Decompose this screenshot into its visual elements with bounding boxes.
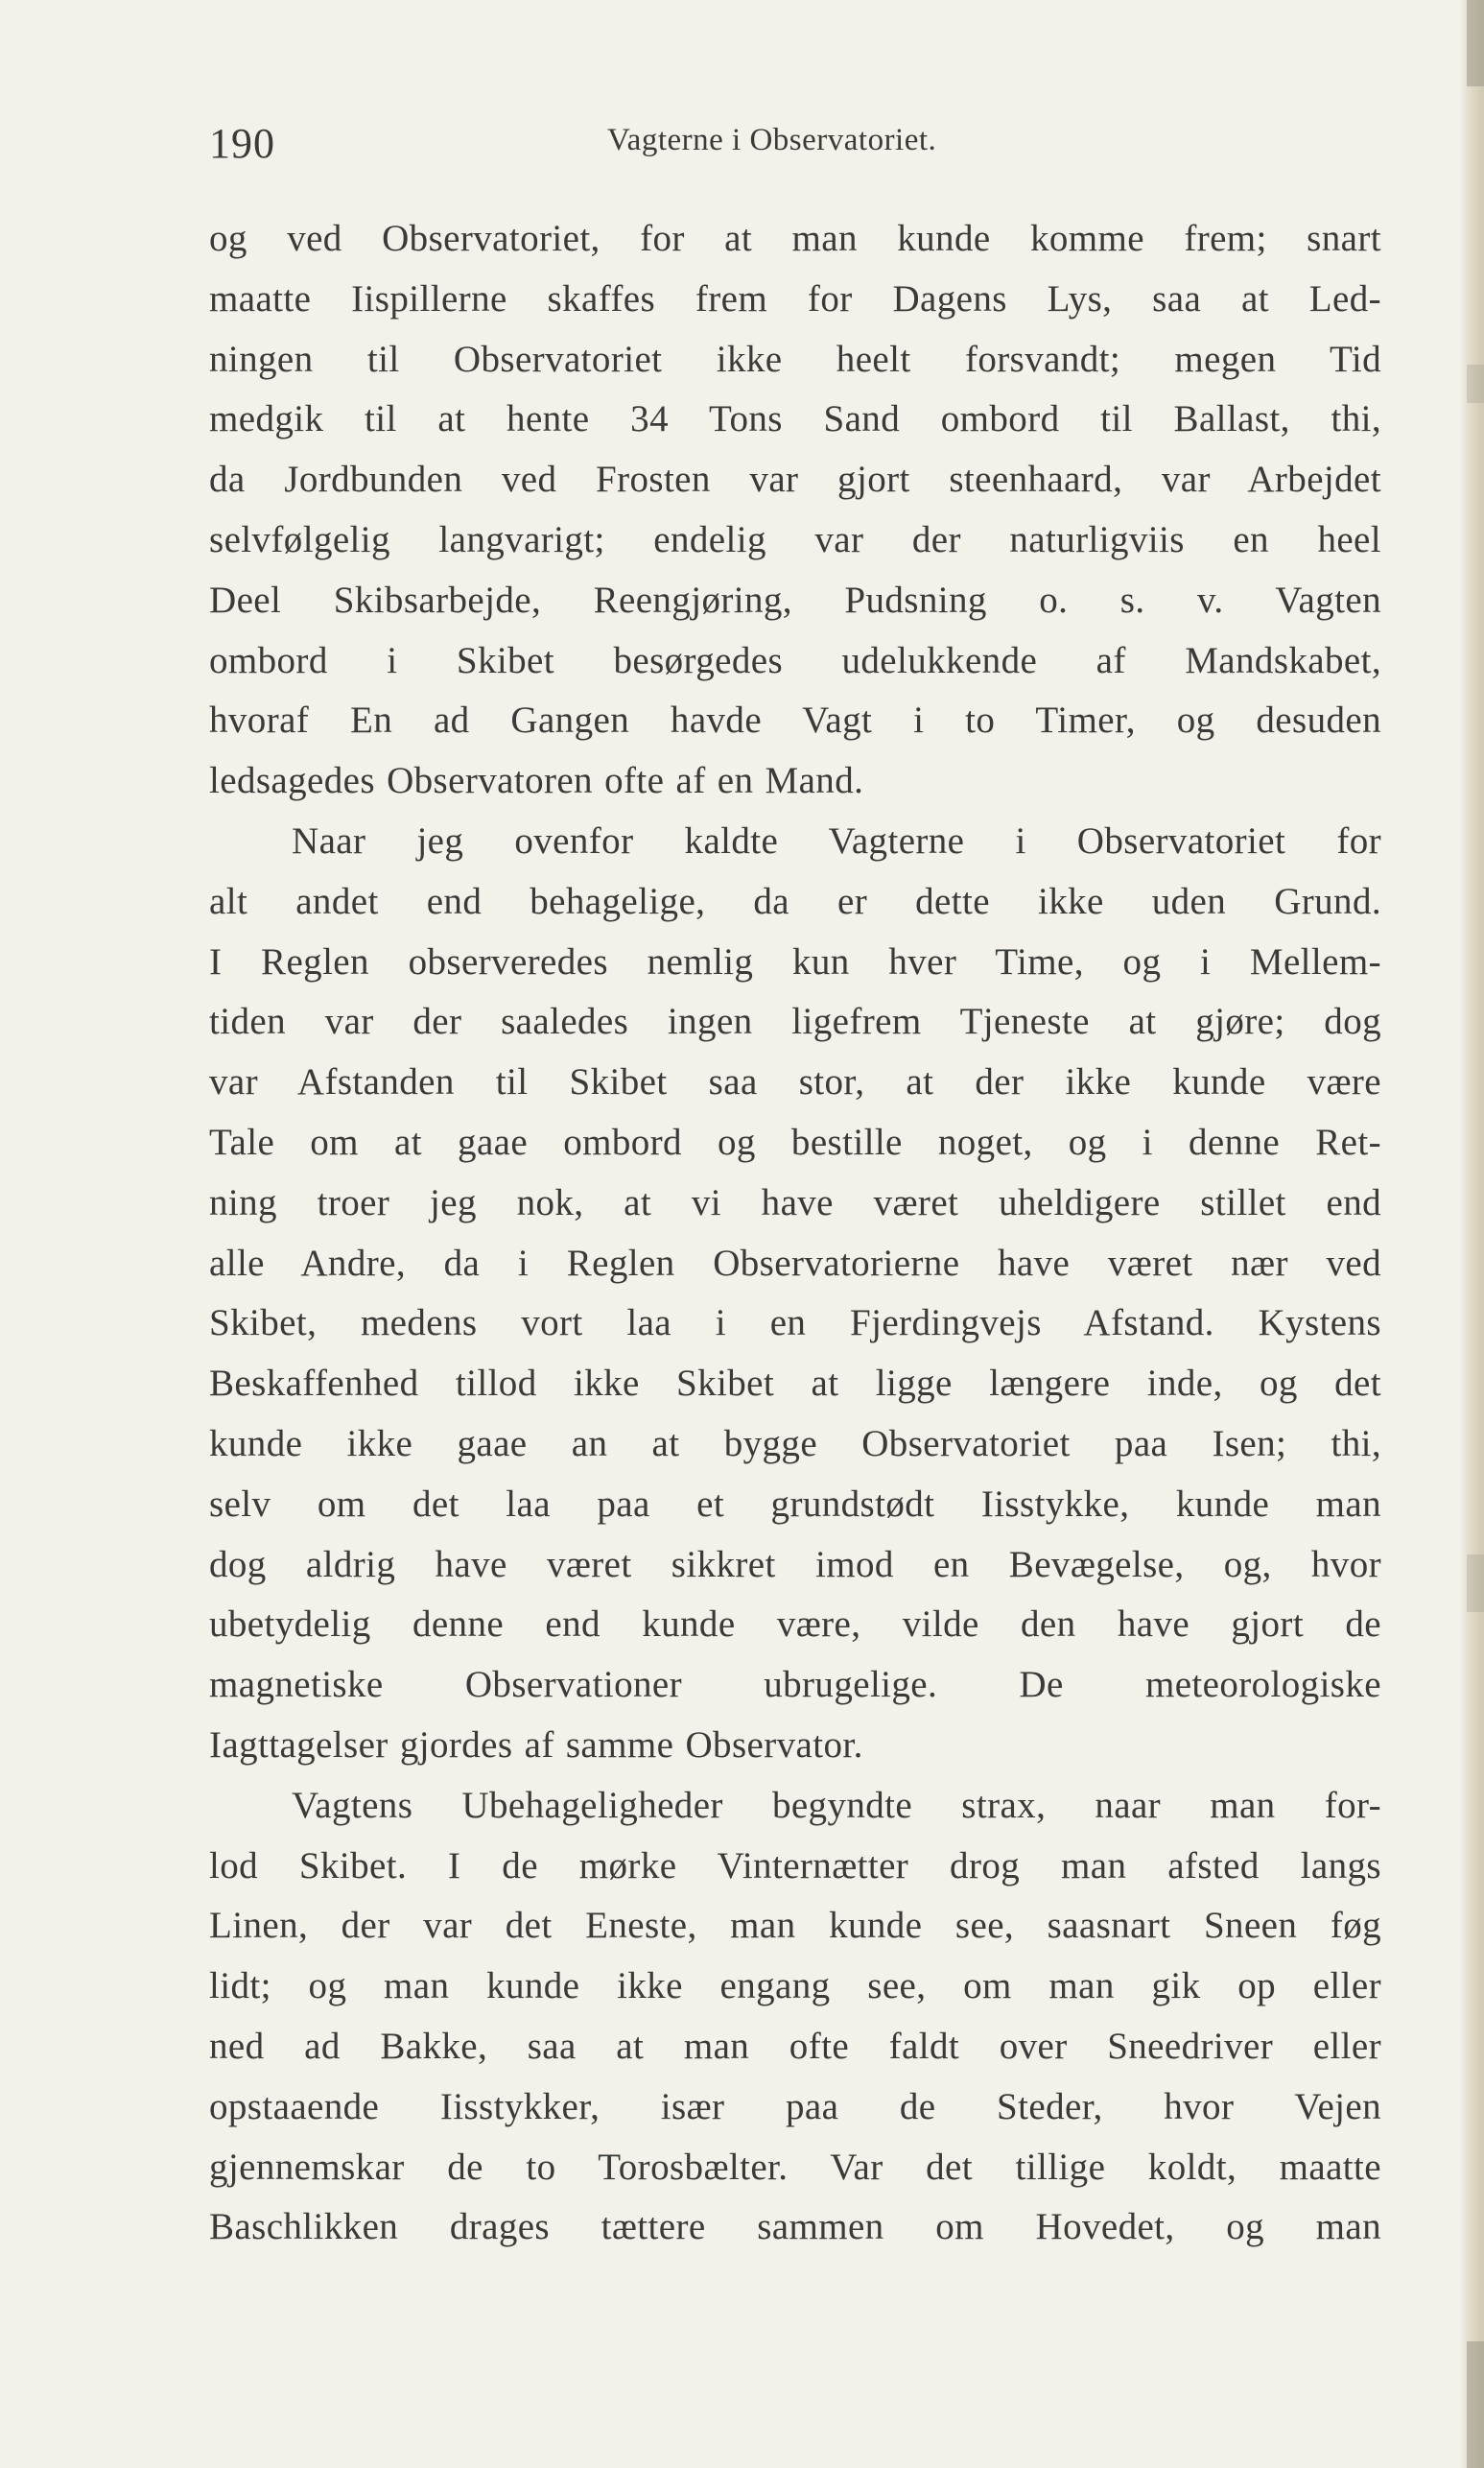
text-line: lidt; og man kunde ikke engang see, om man gik op eller <box>209 1965 1381 2007</box>
text-line: kunde ikke gaae an at bygge Observatoriet paa Isen; thi, <box>209 1422 1381 1464</box>
edge-mark <box>1467 2341 1484 2468</box>
edge-mark <box>1467 365 1484 403</box>
text-line: alle Andre, da i Reglen Observatorierne have været nær ved <box>209 1242 1381 1284</box>
edge-mark <box>1467 0 1484 86</box>
text-line: opstaaende Iisstykker, især paa de Steder, hvor Vejen <box>209 2085 1381 2127</box>
text-line: maatte Iispillerne skaffes frem for Dagens Lys, saa at Led- <box>209 277 1381 320</box>
paragraph-first-line: Vagtens Ubehageligheder begyndte strax, naar man for- <box>292 1784 1381 1826</box>
text-line: hvoraf En ad Gangen havde Vagt i to Timer, og desuden <box>209 700 1381 742</box>
text-line: var Afstanden til Skibet saa stor, at der ikke kunde være <box>209 1061 1381 1103</box>
text-line: Tale om at gaae ombord og bestille noget, og i denne Ret- <box>209 1121 1381 1163</box>
text-line: ubetydelig denne end kunde være, vilde den have gjort de <box>209 1603 1381 1646</box>
text-line: I Reglen observeredes nemlig kun hver Time, og i Mellem- <box>209 940 1381 983</box>
text-line: tiden var der saaledes ingen ligefrem Tjeneste at gjøre; dog <box>209 1001 1381 1043</box>
text-line: ned ad Bakke, saa at man ofte faldt over Sneedriver eller <box>209 2025 1381 2067</box>
text-line: magnetiske Observationer ubrugelige. De meteorologiske <box>209 1664 1381 1706</box>
text-line: Deel Skibsarbejde, Reengjøring, Pudsning o. s. v. Vagten <box>209 579 1381 621</box>
text-line: selv om det laa paa et grundstødt Iisstykke, kunde man <box>209 1483 1381 1525</box>
text-line: selvfølgelig langvarigt; endelig var der naturligviis en heel <box>209 518 1381 560</box>
text-line: medgik til at hente 34 Tons Sand ombord til Ballast, thi, <box>209 398 1381 440</box>
page-edge <box>1459 0 1484 2468</box>
paragraph-first-line: Naar jeg ovenfor kaldte Vagterne i Observatoriet for <box>292 819 1381 862</box>
text-line: Beskaffenhed tillod ikke Skibet at ligge længere inde, og det <box>209 1363 1381 1405</box>
text-line: ledsagedes Observatoren ofte af en Mand. <box>209 760 864 802</box>
body-text <box>209 209 1381 2258</box>
text-line: ning troer jeg nok, at vi have været uheldigere stillet end <box>209 1181 1381 1223</box>
edge-mark <box>1467 1554 1484 1612</box>
running-header <box>209 113 1381 171</box>
text-line: dog aldrig have været sikkret imod en Bevægelse, og, hvor <box>209 1543 1381 1585</box>
text-line: Linen, der var det Eneste, man kunde see, saasnart Sneen føg <box>209 1905 1381 1947</box>
text-line: lod Skibet. I de mørke Vinternætter drog man afsted langs <box>209 1844 1381 1887</box>
text-line: Iagttagelser gjordes af samme Observator. <box>209 1723 863 1766</box>
text-line: gjennemskar de to Torosbælter. Var det tillige koldt, maatte <box>209 2146 1381 2188</box>
text-line: ombord i Skibet besørgedes udelukkende af Mandskabet, <box>209 639 1381 681</box>
text-line: da Jordbunden ved Frosten var gjort steenhaard, var Arbejdet <box>209 459 1381 501</box>
text-line: ningen til Observatoriet ikke heelt forsvandt; megen Tid <box>209 338 1381 380</box>
running-title: Vagterne i Observatoriet. <box>607 123 937 157</box>
text-line: og ved Observatoriet, for at man kunde komme frem; snart <box>209 218 1381 259</box>
text-line: Baschlikken drages tættere sammen om Hovedet, og man <box>209 2206 1381 2248</box>
page-number: 190 <box>209 120 275 167</box>
text-line: Skibet, medens vort laa i en Fjerdingvejs Afstand. Kystens <box>209 1302 1381 1344</box>
text-line: alt andet end behagelige, da er dette ikke uden Grund. <box>209 880 1381 922</box>
